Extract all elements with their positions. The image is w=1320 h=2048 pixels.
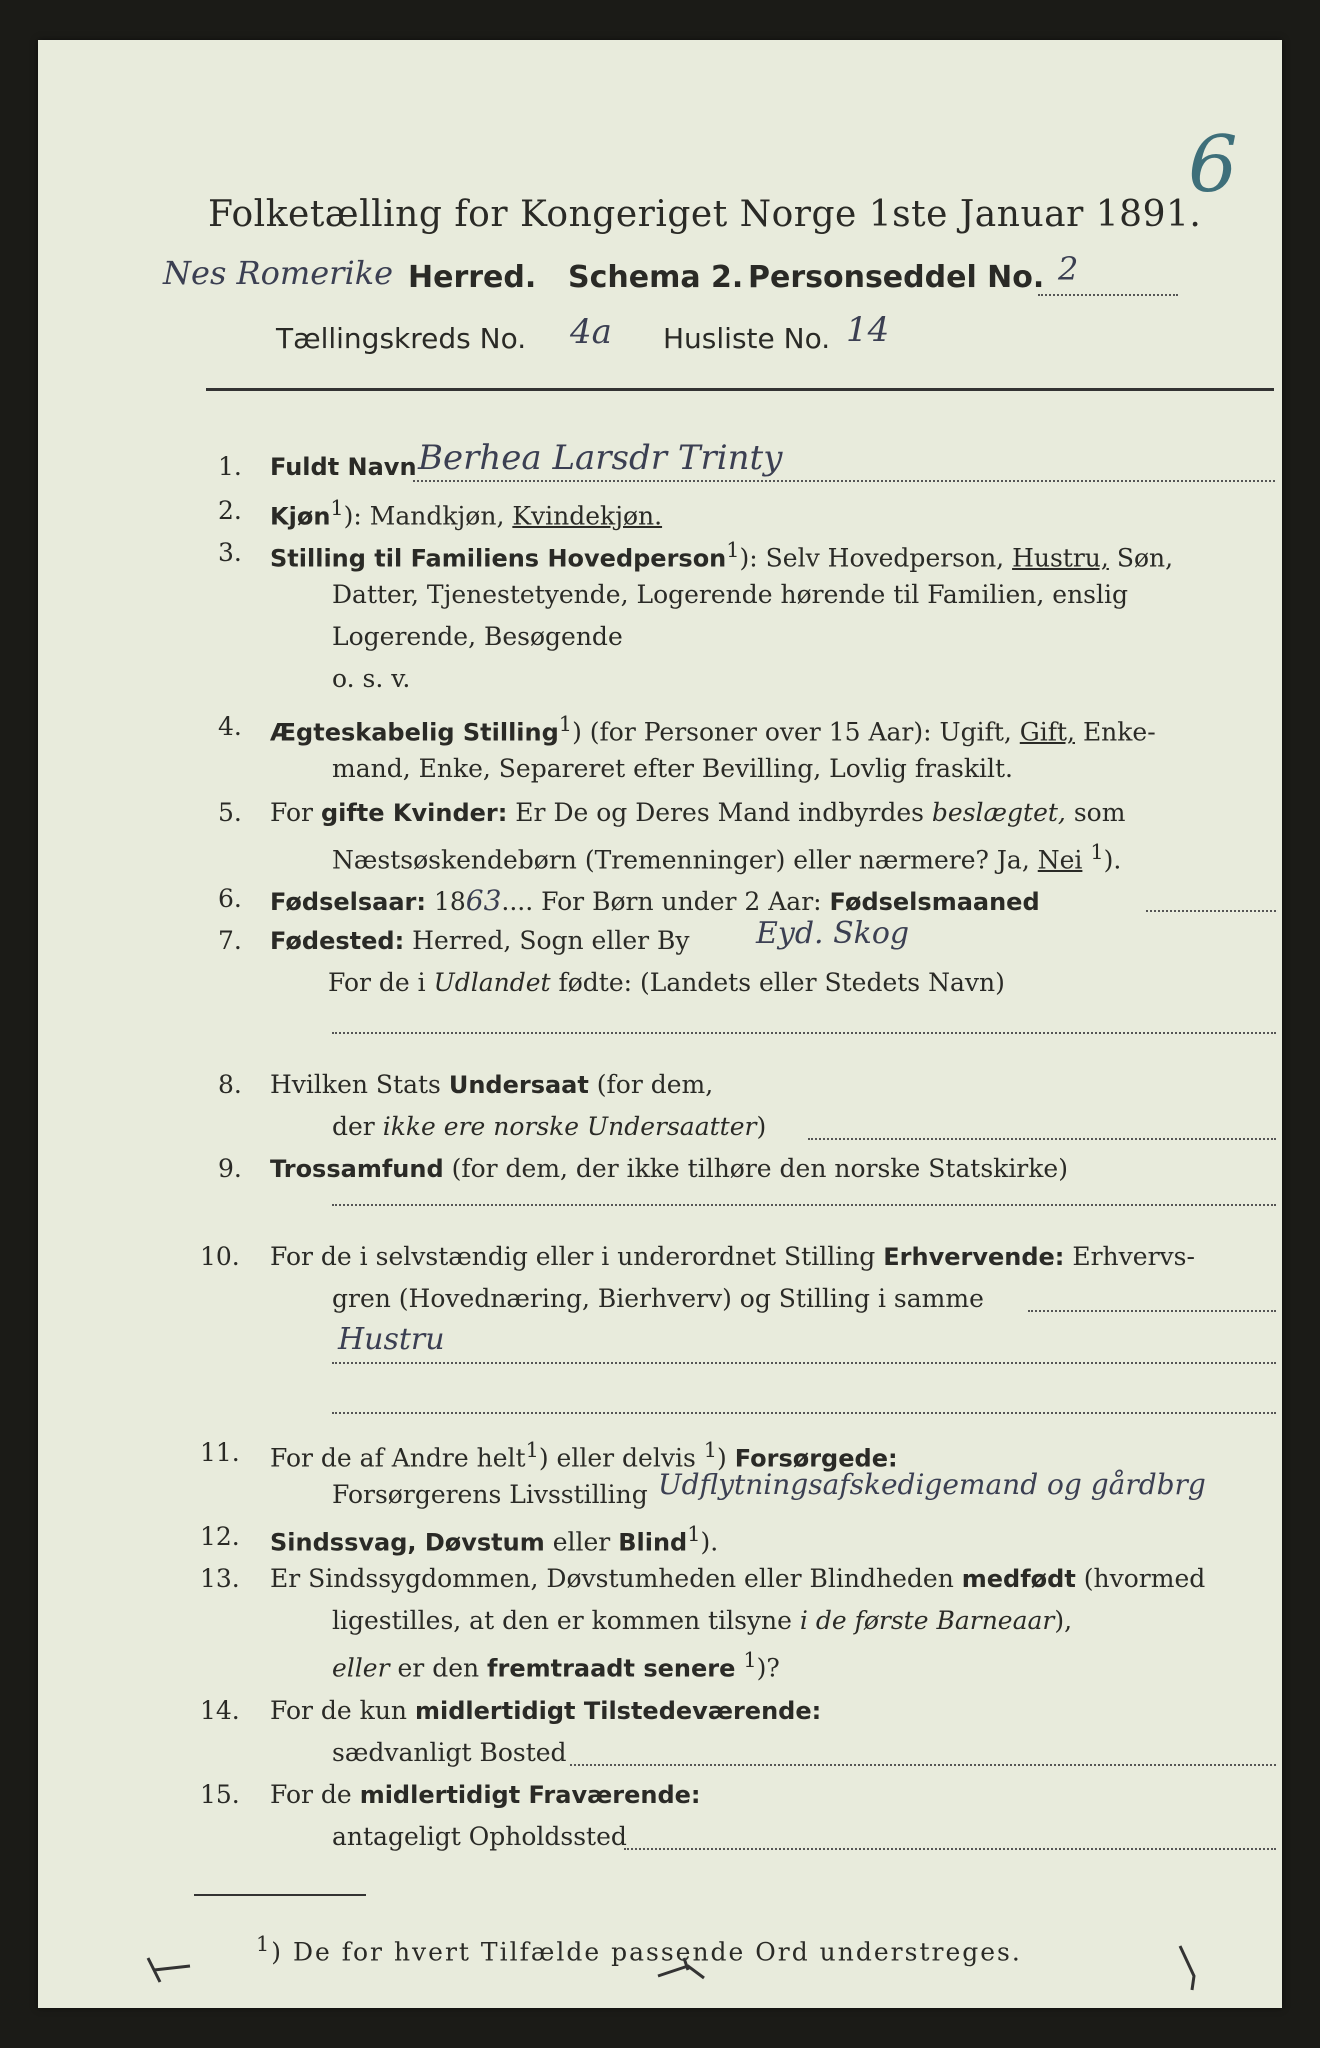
- q3-line-4: o. s. v.: [332, 664, 411, 693]
- q13-text-2: (hvormed: [1083, 1564, 1206, 1593]
- q2-label: Kjøn: [270, 502, 331, 531]
- q1-answer: Berhea Larsdr Trinty: [418, 438, 783, 478]
- personseddel-label: Personseddel No.: [748, 260, 1045, 295]
- q13-label: medfødt: [961, 1565, 1076, 1593]
- header-rule: [206, 388, 1274, 391]
- q3-underlined: Hustru,: [1012, 543, 1109, 573]
- q10-text-2: Erhvervs-: [1072, 1242, 1195, 1271]
- q1-number: 1.: [218, 452, 242, 481]
- q6-label-2: Fødselsmaaned: [829, 888, 1040, 916]
- page-number: 6: [1188, 120, 1238, 210]
- q4-text-2: Enke-: [1082, 717, 1156, 747]
- q8-text-1: Hvilken Stats: [270, 1070, 441, 1099]
- q4-line-2: mand, Enke, Separeret efter Bevilling, Lovlig fraskilt.: [332, 754, 1013, 783]
- form-title: Folketælling for Kongeriget Norge 1ste Januar 1891.: [208, 194, 1202, 235]
- q7-line-2b: fødte: (Landets eller Stedets Navn): [558, 968, 1005, 997]
- q11-text-1: For de af Andre helt: [270, 1443, 526, 1473]
- q12-label: Sindssvag, Døvstum: [270, 1528, 545, 1557]
- q9-number: 9.: [218, 1154, 242, 1183]
- q12-label-2: Blind: [618, 1528, 688, 1557]
- q2-number: 2.: [218, 496, 242, 525]
- q3-number: 3.: [218, 538, 242, 567]
- q11-answer: Udflytningsafskedigemand og gårdbrg: [658, 1468, 1206, 1501]
- q5-label: gifte Kvinder:: [320, 799, 508, 827]
- schema-label: Schema 2.: [568, 260, 744, 295]
- q8-number: 8.: [218, 1070, 242, 1099]
- q14-label: midlertidigt Tilstedeværende:: [414, 1697, 822, 1725]
- q7-answer: Eyd. Skog: [756, 916, 910, 951]
- q10-answer: Hustru: [338, 1322, 445, 1357]
- kreds-label: Tællingskreds No.: [276, 322, 527, 355]
- q9-label: Trossamfund: [270, 1155, 444, 1183]
- q1-label: Fuldt Navn: [270, 453, 417, 481]
- q15-line-2: antageligt Opholdssted: [332, 1822, 627, 1851]
- q4-text-1: (for Personer over 15 Aar): Ugift,: [589, 717, 1012, 747]
- q14-line-2: sædvanligt Bosted: [332, 1738, 567, 1767]
- husliste-label: Husliste No.: [663, 322, 831, 355]
- q5-italic: beslægtet,: [931, 798, 1066, 827]
- q12-number: 12.: [200, 1522, 240, 1551]
- pencil-marks: [98, 1940, 1258, 2000]
- q11-number: 11.: [200, 1438, 240, 1467]
- footnote-rule: [194, 1894, 366, 1896]
- q10-label: Erhvervende:: [883, 1243, 1065, 1271]
- q10-number: 10.: [200, 1242, 240, 1271]
- q5-line-2: Næstsøskendebørn (Tremenninger) eller nærmere? Ja,: [332, 845, 1030, 875]
- husliste-number: 14: [846, 310, 890, 350]
- q13-line-3: er den: [397, 1653, 480, 1683]
- q10-line-2: gren (Hovednæring, Bierhverv) og Stilling i samme: [332, 1284, 984, 1313]
- q6-year-handwritten: 63: [465, 884, 502, 917]
- q3-label: Stilling til Familiens Hovedperson: [270, 544, 727, 573]
- q3-line-3: Logerende, Besøgende: [332, 622, 623, 651]
- q3-text-2: Søn,: [1116, 543, 1174, 573]
- q13-line-2a: ligestilles, at den er kommen tilsyne: [332, 1606, 792, 1635]
- q6-label: Fødselsaar:: [270, 888, 426, 916]
- q9-text: (for dem, der ikke tilhøre den norske Statskirke): [451, 1154, 1068, 1183]
- q15-text: For de: [270, 1780, 352, 1809]
- census-form: 6 Folketælling for Kongeriget Norge 1ste Januar 1891. Nes Romerike Herred. Schema 2. Personseddel No. 2 Tællingskreds No. 4a Husliste No. 14 1. Fuldt Navn Berhea Larsdr Trinty 2. Kjøn$^1$): Mandkjøn, Kvindekjøn. 3. Stilling til Familiens Hovedperson$^1$): Selv Hovedperson, Hustru, Søn, Datter, Tjenestetyende, Logerende hørende til Familien, enslig Logerende, Besøgende o. s. v. 4. Ægteskabelig Stilling$^1$) (for Personer over 15 Aar): Ugift, Gift, Enke- mand, Enke, Separeret efter Bevilling, Lovlig fraskilt. 5. For gifte Kvinder: Er De og Deres Mand indbyrdes beslægtet, som Næstsøskendebørn (Tremenninger) eller nærmere? Ja, Nei $^1$). 6. Fødselsaar: 1863.... For Børn under 2 Aar: Fødselsmaaned 7. Fødested: Herred, Sogn eller By Eyd. Skog For de i Udlandet fødte: (Landets eller Stedets Navn) 8. Hvilken Stats Undersaat (for dem, der ikke ere norske Undersaatter) 9. Trossamfund (for dem, der ikke tilhøre den norske Statskirke) 10. For de i selvstændig eller i underordnet Stilling Erhvervende: Erhvervs- gren (Hovednæring, Bierhverv) og Stilling i samme Hustru 11. For de af Andre helt$^1$) eller delvis $^1$) Forsørgede: Forsørgerens Livsstilling Udflytningsafskedigemand og gårdbrg 12. Sindssvag, Døvstum eller Blind$^1$). 13. Er Sindssygdommen, Døvstumheden eller Blindheden medfødt (hvormed ligestilles, at den er kommen tilsyne i de første Barneaar), eller er den fremtraadt senere $^1$)? 14. For de kun midlertidigt Tilstedeværende: sædvanligt Bosted 15. For de midlertidigt Fraværende: antageligt Opholdssted $^1$) De for hvert Tilfælde passende Ord understreges.: [38, 40, 1282, 2008]
- q15-number: 15.: [200, 1780, 240, 1809]
- q12-text: eller: [552, 1527, 611, 1557]
- q11-text-2: eller delvis: [556, 1443, 696, 1473]
- q7-italic: Udlandet: [433, 968, 551, 997]
- q5-text-2: Er De og Deres Mand indbyrdes: [515, 798, 924, 827]
- q8-line-2a: der: [332, 1112, 375, 1141]
- q4-underlined: Gift,: [1019, 717, 1075, 747]
- q13-number: 13.: [200, 1564, 240, 1593]
- q10-text-1: For de i selvstændig eller i underordnet Stilling: [270, 1242, 876, 1271]
- kreds-number: 4a: [570, 312, 612, 352]
- herred-label: Herred.: [408, 260, 537, 295]
- q8-text-2: (for dem,: [596, 1070, 714, 1099]
- q6-year-prefix: 18: [433, 887, 466, 916]
- q7-label: Fødested:: [270, 927, 405, 955]
- q13-line-3-italic: eller: [332, 1653, 390, 1683]
- q5-number: 5.: [218, 798, 242, 827]
- q6-number: 6.: [218, 884, 242, 913]
- q13-italic: i de første Barneaar: [799, 1606, 1055, 1635]
- footnote-text: De for hvert Tilfælde passende Ord understreges.: [292, 1937, 1022, 1967]
- personseddel-number: 2: [1058, 250, 1079, 288]
- q3-text-1: Selv Hovedperson,: [765, 543, 1005, 573]
- q13-text-1: Er Sindssygdommen, Døvstumheden eller Blindheden: [270, 1564, 954, 1593]
- q13-label-2: fremtraadt senere: [487, 1654, 736, 1683]
- q7-text: Herred, Sogn eller By: [412, 926, 690, 955]
- q5-underlined: Nei: [1037, 845, 1083, 875]
- q4-label: Ægteskabelig Stilling: [270, 718, 559, 747]
- q6-text: For Børn under 2 Aar:: [541, 887, 822, 916]
- q11-line-2: Forsørgerens Livsstilling: [332, 1480, 648, 1509]
- q14-number: 14.: [200, 1696, 240, 1725]
- q14-text: For de kun: [270, 1696, 408, 1725]
- q2-text: Mandkjøn,: [369, 501, 505, 531]
- q3-line-2: Datter, Tjenestetyende, Logerende hørende til Familien, enslig: [332, 580, 1129, 609]
- q8-italic: ikke ere norske Undersaatter: [382, 1112, 757, 1141]
- q15-label: midlertidigt Fraværende:: [359, 1781, 701, 1809]
- herred-name: Nes Romerike: [163, 254, 394, 292]
- q7-line-2a: For de i: [328, 968, 426, 997]
- q11-label: Forsørgede:: [734, 1444, 898, 1473]
- q2-underlined: Kvindekjøn.: [512, 501, 663, 531]
- q4-number: 4.: [218, 712, 242, 741]
- q5-text-3: som: [1073, 798, 1126, 827]
- q5-text-1: For: [270, 798, 313, 827]
- q8-label: Undersaat: [448, 1071, 589, 1099]
- q7-number: 7.: [218, 926, 242, 955]
